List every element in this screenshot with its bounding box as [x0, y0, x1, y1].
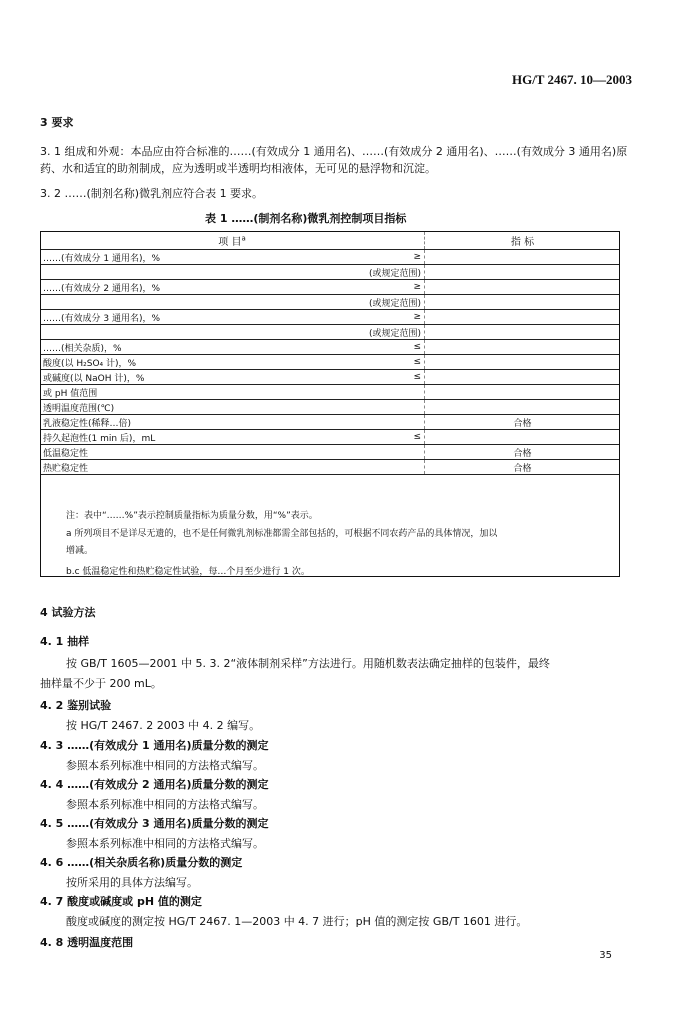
clause-4-4-text: 参照本系列标准中相同的方法格式编写。 [66, 798, 264, 811]
clause-4-1-text-1: 按 GB/T 1605—2001 中 5. 3. 2“液体制剂采样”方法进行。用随机数表法确定抽样的包装件，最终 [66, 657, 550, 670]
table-note-0: 注：表中“……%”表示控制质量指标为质量分数，用“%”表示。 [66, 511, 318, 521]
clause-4-1-title: 4. 1 抽样 [40, 635, 90, 648]
clause-4-2-text: 按 HG/T 2467. 2 2003 中 4. 2 编写。 [66, 719, 261, 732]
table-row [40, 280, 620, 295]
row-symbol: ≥ [366, 310, 425, 325]
row-item: 乳液稳定性(稀释…倍) [40, 415, 366, 430]
row-item: 或碱度(以 NaOH 计)，% [40, 370, 366, 385]
row-value [425, 325, 620, 340]
row-item: ……(有效成分 2 通用名)，% [40, 280, 366, 295]
col-item-header: 项 目$^a$ [40, 232, 425, 250]
table-row [40, 325, 620, 340]
table-row [40, 355, 620, 370]
row-symbol: ≤ [366, 355, 425, 370]
table-row [40, 415, 620, 430]
row-value [425, 370, 620, 385]
row-item: ……(相关杂质)，% [40, 340, 366, 355]
table-row [40, 445, 620, 460]
table-row [40, 295, 620, 310]
table-note-3: b.c 低温稳定性和热贮稳定性试验，每…个月至少进行 1 次。 [66, 567, 310, 577]
row-item: 热贮稳定性 [40, 460, 366, 475]
clause-4-5-title: 4. 5 ……(有效成分 3 通用名)质量分数的测定 [40, 817, 269, 830]
row-item: ……(有效成分 1 通用名)，% [40, 250, 366, 265]
row-item: 低温稳定性 [40, 445, 366, 460]
clause-4-8-title: 4. 8 透明温度范围 [40, 936, 134, 949]
table-caption: 表 1 ……(制剂名称)微乳剂控制项目指标 [205, 212, 407, 225]
row-value [425, 310, 620, 325]
clause-4-2-title: 4. 2 鉴别试验 [40, 699, 112, 712]
table-row [40, 265, 620, 280]
clause-3-2: 3. 2 ……(制剂名称)微乳剂应符合表 1 要求。 [40, 187, 264, 200]
table-row [40, 370, 620, 385]
table-row [40, 385, 620, 400]
row-symbol [366, 400, 425, 415]
row-value [425, 280, 620, 295]
row-value [425, 400, 620, 415]
row-symbol: ≤ [366, 430, 425, 445]
clause-4-4-title: 4. 4 ……(有效成分 2 通用名)质量分数的测定 [40, 778, 269, 791]
row-symbol: ≥ [366, 250, 425, 265]
page-number: 35 [599, 950, 612, 961]
row-symbol: (或规定范围) [366, 265, 425, 280]
row-symbol: ≥ [366, 280, 425, 295]
row-value [425, 340, 620, 355]
row-value: 合格 [425, 460, 620, 475]
row-value: 合格 [425, 445, 620, 460]
table-row [40, 310, 620, 325]
row-value [425, 430, 620, 445]
row-item: ……(有效成分 3 通用名)，% [40, 310, 366, 325]
standard-code: HG/T 2467. 10—2003 [511, 72, 632, 87]
clause-4-1-text-2: 抽样量不少于 200 mL。 [40, 677, 162, 690]
table-note-2: 增减。 [66, 546, 94, 556]
table-row [40, 430, 620, 445]
section-4-title: 4 试验方法 [40, 606, 96, 619]
clause-4-7-title: 4. 7 酸度或碱度或 pH 值的测定 [40, 895, 202, 908]
clause-4-6-title: 4. 6 ……(相关杂质名称)质量分数的测定 [40, 856, 243, 869]
table-row [40, 250, 620, 265]
row-symbol [366, 415, 425, 430]
clause-4-6-text: 按所采用的具体方法编写。 [66, 876, 198, 889]
row-item [40, 295, 366, 310]
row-item [40, 325, 366, 340]
table-row [40, 340, 620, 355]
row-symbol: ≤ [366, 370, 425, 385]
row-value [425, 355, 620, 370]
row-value [425, 250, 620, 265]
row-value: 合格 [425, 415, 620, 430]
row-item: 或 pH 值范围 [40, 385, 366, 400]
section-3-title: 3 要求 [40, 116, 74, 129]
clause-4-3-text: 参照本系列标准中相同的方法格式编写。 [66, 759, 264, 772]
row-item: 酸度(以 H₂SO₄ 计)，% [40, 355, 366, 370]
row-symbol [366, 385, 425, 400]
row-value [425, 265, 620, 280]
row-symbol: (或规定范围) [366, 325, 425, 340]
spec-table [40, 231, 620, 475]
clause-3-1: 3. 1 组成和外观：本品应由符合标准的……(有效成分 1 通用名)、……(有效成分 2 通用名)、……(有效成分 3 通用名)原药、水和适宜的助剂制成，应为透明或半透明均相液体，无可见的悬浮物和沉淀。 [40, 145, 628, 175]
row-item: 透明温度范围(℃) [40, 400, 366, 415]
row-value [425, 385, 620, 400]
row-item [40, 265, 366, 280]
row-symbol: (或规定范围) [366, 295, 425, 310]
row-symbol [366, 460, 425, 475]
row-item: 持久起泡性(1 min 后)，mL [40, 430, 366, 445]
clause-4-3-title: 4. 3 ……(有效成分 1 通用名)质量分数的测定 [40, 739, 269, 752]
table-row [40, 400, 620, 415]
row-symbol [366, 445, 425, 460]
table-row [40, 460, 620, 475]
row-value [425, 295, 620, 310]
row-symbol: ≤ [366, 340, 425, 355]
col-index-header: 指 标 [425, 232, 620, 250]
table-note-1: a 所列项目不是详尽无遗的，也不是任何微乳剂标准都需全部包括的，可根据不同农药产品的具体情况，加以 [66, 529, 498, 539]
clause-4-5-text: 参照本系列标准中相同的方法格式编写。 [66, 837, 264, 850]
table-header-row [40, 232, 620, 250]
clause-4-7-text: 酸度或碱度的测定按 HG/T 2467. 1—2003 中 4. 7 进行；pH 值的测定按 GB/T 1601 进行。 [66, 915, 528, 928]
